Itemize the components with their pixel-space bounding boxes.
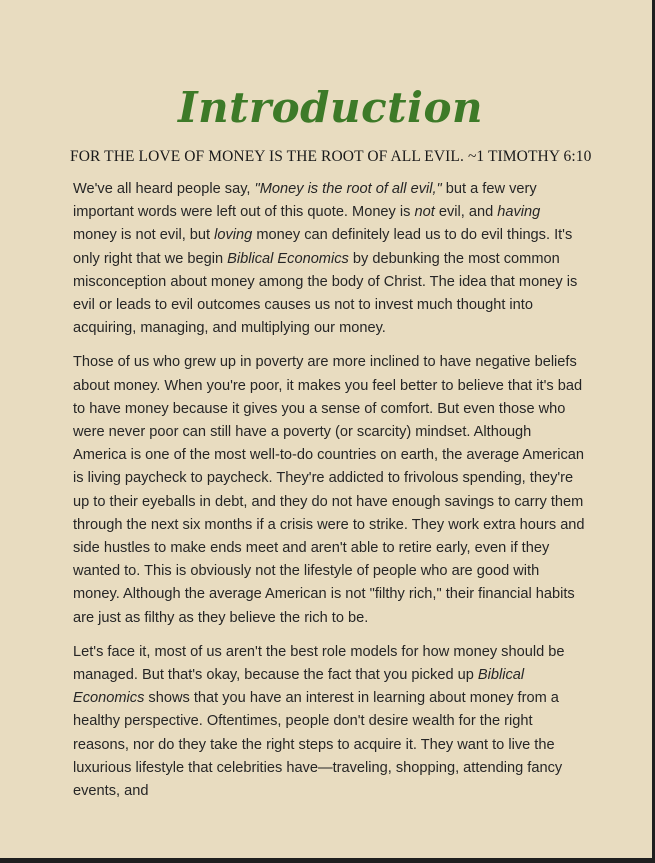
paragraph-1-emphasis-having: having bbox=[497, 204, 541, 221]
page-content bbox=[70, 78, 592, 814]
paragraph-3 bbox=[73, 641, 588, 803]
paragraph-1-text-f: by debunking the most common misconception about money among the body of Christ. The idea that money is evil or leads to evil outcomes causes us not to invest much thought into acquiring, managing, and multiplying our money. bbox=[73, 250, 578, 337]
epigraph-quote: FOR THE LOVE OF MONEY IS THE ROOT OF ALL EVIL. ~1 TIMOTHY 6:10 bbox=[70, 148, 592, 165]
paragraph-1-text-e: money can definitely lead us to do evil things. It's only right that we begin bbox=[73, 227, 573, 267]
paragraph-1-quote: "Money is the root of all evil," bbox=[254, 181, 442, 197]
paragraph-3-text-b: shows that you have an interest in learning about money from a healthy perspective. Oftentimes, people don't desire wealth for the right reasons, nor do they take the right steps to acquire it. They want to live the luxurious lifestyle that celebrities have—traveling, shopping, attending fancy events, and bbox=[73, 690, 563, 800]
viewer-bottom-edge bbox=[0, 858, 655, 863]
paragraph-1-emphasis-loving: loving bbox=[214, 227, 253, 244]
paragraph-1-book-title: Biblical Economics bbox=[227, 250, 349, 267]
paragraph-1-text-d: money is not evil, but bbox=[73, 227, 215, 244]
paragraph-3-text-a: Let's face it, most of us aren't the best role models for how money should be managed. But that's okay, because the fact that you picked up bbox=[73, 643, 565, 684]
paragraph-3-book-title: Biblical Economics bbox=[73, 667, 525, 707]
paragraph-1-text-b: but a few very important words were left out of this quote. Money is bbox=[73, 181, 537, 221]
paragraph-1-emphasis-not: not bbox=[414, 204, 435, 221]
paragraph-1 bbox=[73, 178, 588, 340]
paragraph-1-text-c: evil, and bbox=[434, 204, 498, 221]
chapter-title: Introduction bbox=[177, 83, 484, 132]
paragraph-1-text-a: We've all heard people say, bbox=[73, 181, 255, 197]
paragraph-2: Those of us who grew up in poverty are more inclined to have negative beliefs about money. When you're poor, it makes you feel better to believe that it's bad to have money because it gives you a sense of comfort. But even those who were never poor can still have a poverty (or scarcity) mindset. Although America is one of the most well-to-do countries on earth, the average American is living paycheck to paycheck. They're addicted to frivolous spending, they're up to their eyeballs in debt, and they do not have enough savings to carry them through the next six months if a crisis were to strike. They work extra hours and side hustles to make ends meet and aren't able to retire early, even if they wanted to. This is obviously not the lifestyle of people who are good with money. Although the average American is not "filthy rich," their financial habits are just as filthy as they believe the rich to be. bbox=[73, 354, 585, 626]
